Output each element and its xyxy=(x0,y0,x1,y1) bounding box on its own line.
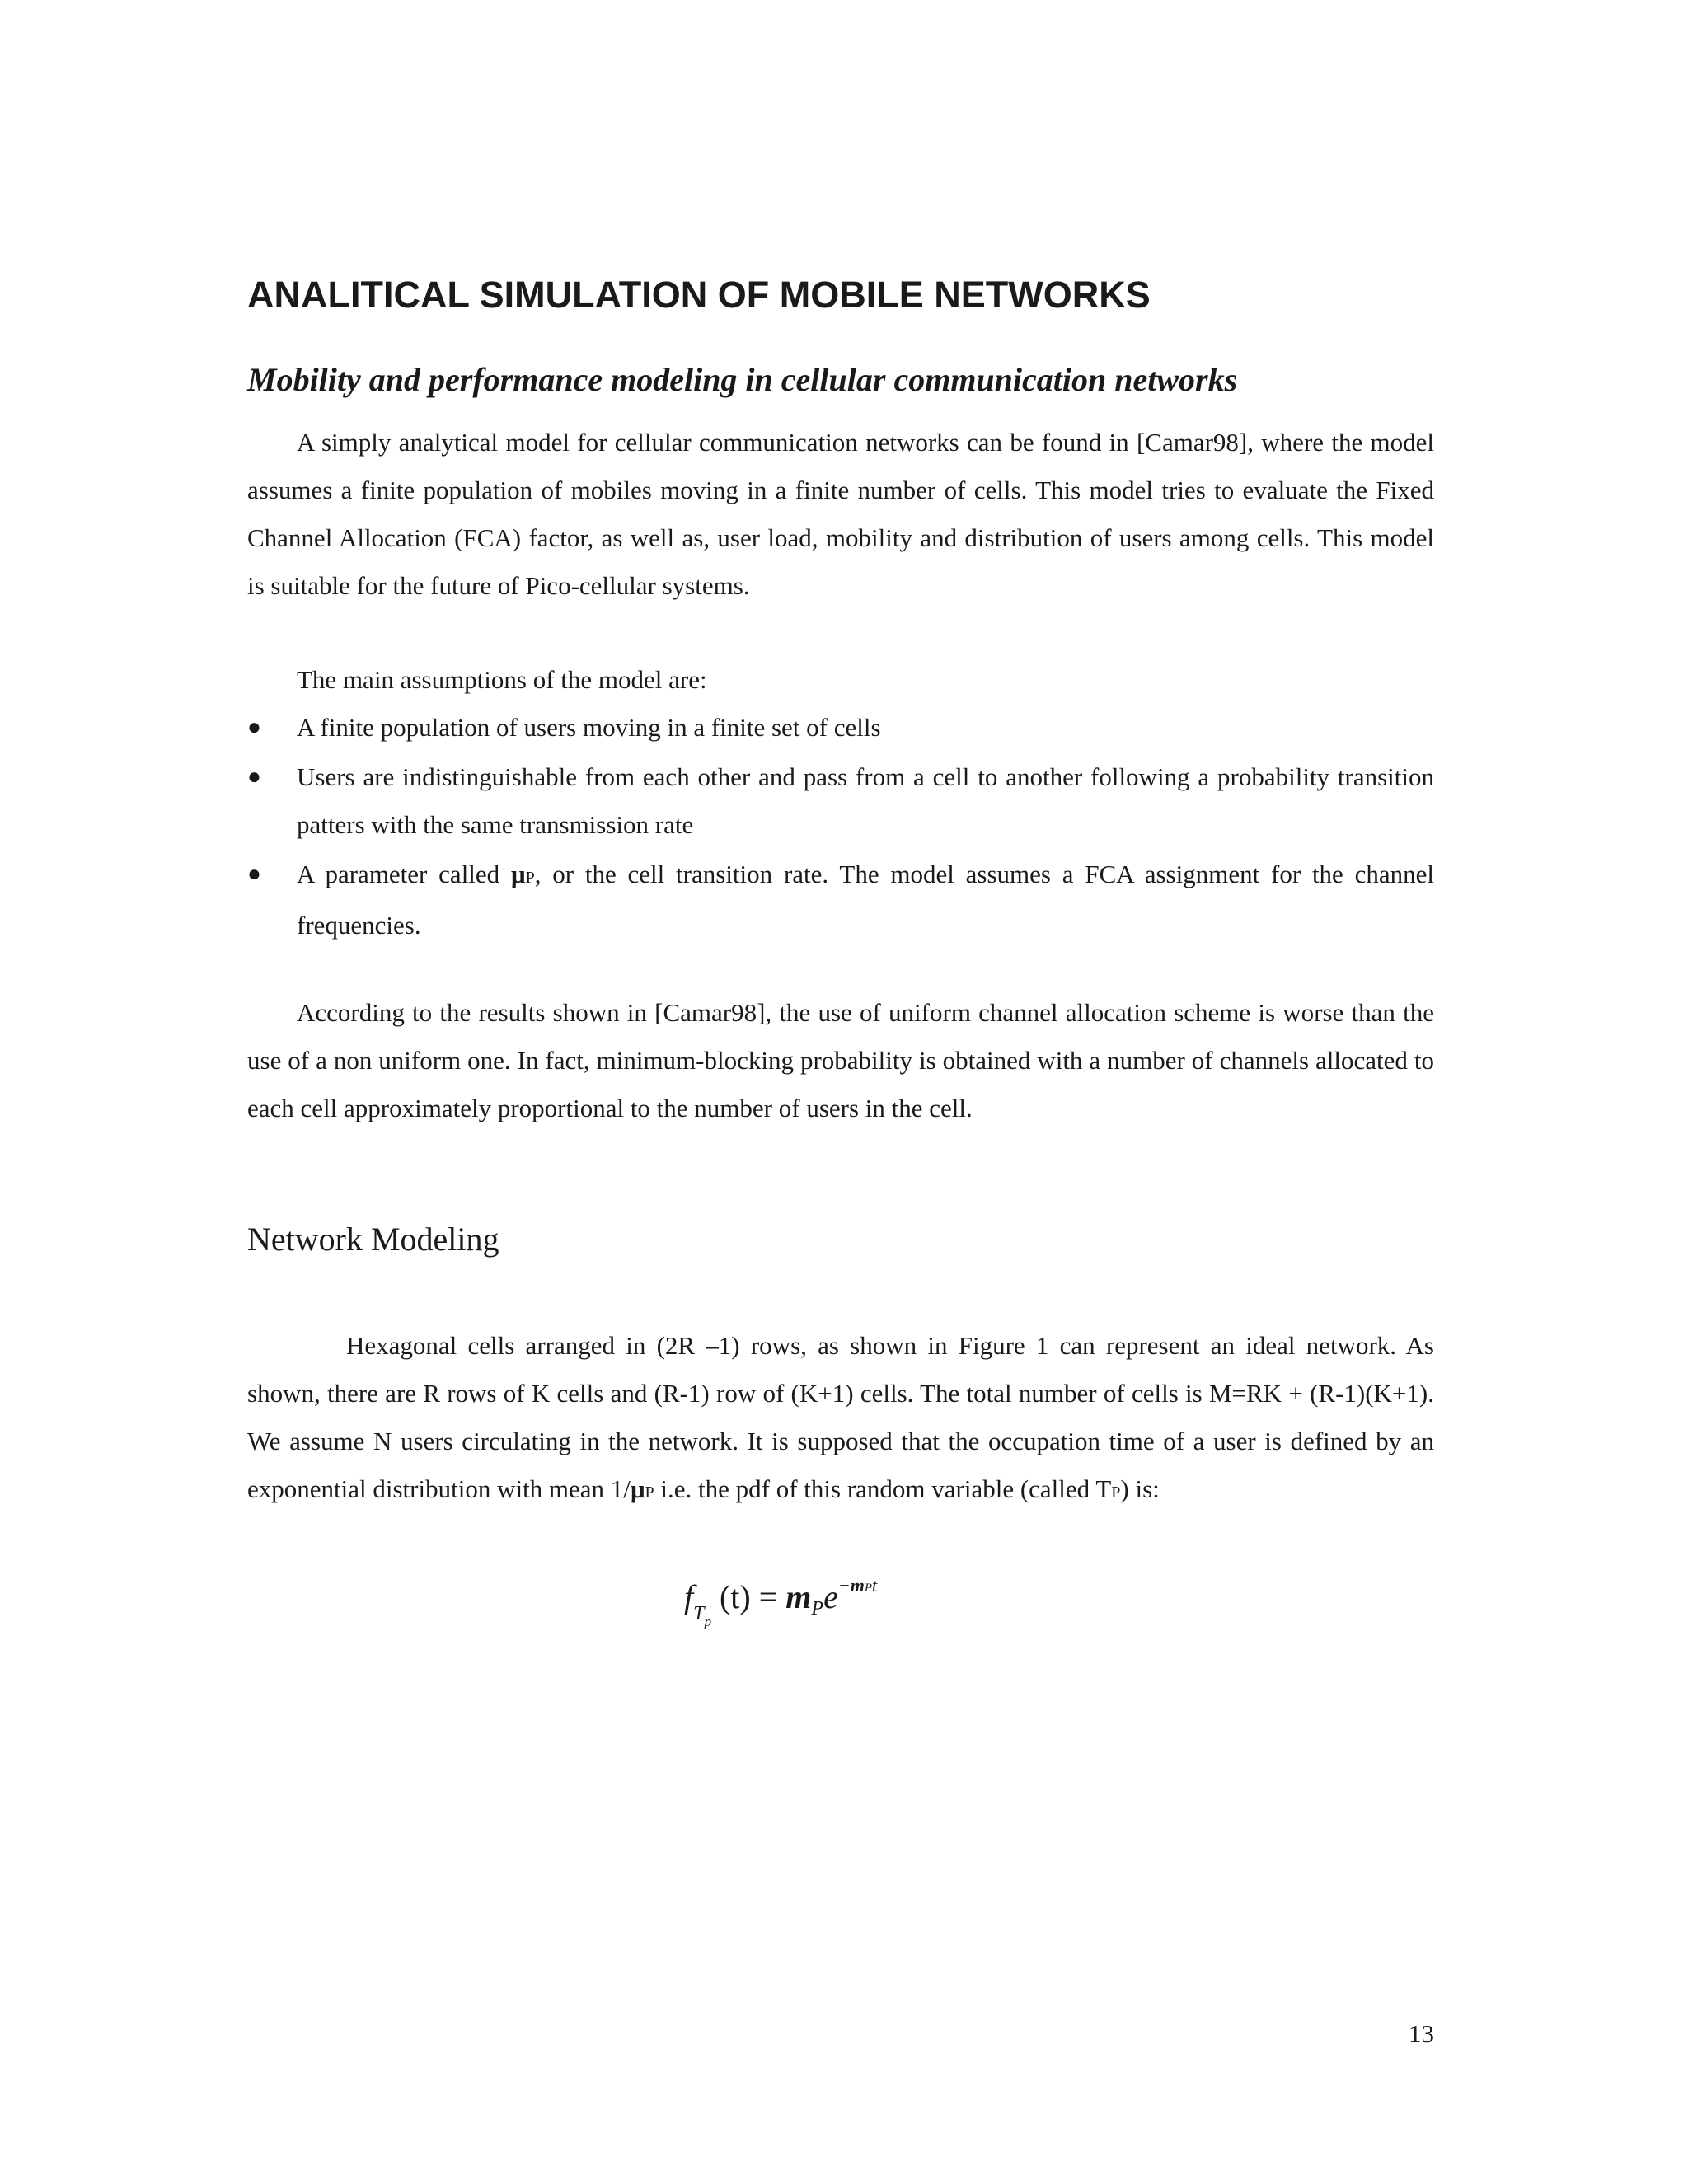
bullet-text: A finite population of users moving in a finite set of cells xyxy=(297,713,881,742)
bullet-icon: ● xyxy=(247,764,261,790)
page-title: ANALITICAL SIMULATION OF MOBILE NETWORKS xyxy=(247,274,1151,316)
eq-exp-t: t xyxy=(872,1575,878,1596)
network-text-1: Hexagonal cells arranged in (2R –1) rows, as shown in Figure 1 can represent an ideal network. As shown, there are R rows of K cells and (R-1) row of (K+1) cells. The total number of cells is M=RK + (R-1)(K+1). We assume N users circulating in the network. It is supposed that the occupation time of a user is defined by an exponential distribution with mean 1/ xyxy=(247,1331,1434,1503)
list-item xyxy=(247,851,1434,949)
eq-T: T xyxy=(693,1603,705,1624)
eq-P: P xyxy=(811,1598,824,1619)
eq-exp-P: P xyxy=(864,1582,873,1595)
pdf-equation xyxy=(684,1572,877,1629)
eq-m: m xyxy=(785,1578,812,1615)
t-subscript: P xyxy=(1111,1483,1121,1502)
mu-subscript: P xyxy=(645,1483,654,1502)
mu-symbol: μ xyxy=(630,1474,645,1503)
eq-exp-m: m xyxy=(850,1575,865,1596)
network-paragraph xyxy=(247,1322,1434,1516)
mu-subscript: P xyxy=(525,869,535,887)
eq-p: p xyxy=(704,1614,711,1629)
bullet-text-suffix: , or the cell transition rate. The model assumes a FCA assignment for the channel frequencies. xyxy=(297,860,1435,940)
page-number: 13 xyxy=(1409,2019,1434,2048)
eq-exponent xyxy=(838,1575,877,1596)
eq-e: e xyxy=(823,1578,838,1615)
assumptions-intro: The main assumptions of the model are: xyxy=(297,665,707,694)
bullet-icon: ● xyxy=(247,715,261,740)
intro-paragraph: A simply analytical model for cellular communication networks can be found in [Camar98], where the model assumes a finite population of mobiles moving in a finite number of cells. This model tries to evaluate the Fixed Channel Allocation (FCA) factor, as well as, user load, mobility and distribution of users among cells. This model is suitable for the future of Pico-cellular systems. xyxy=(247,428,1434,600)
bullet-text-prefix: A parameter called xyxy=(297,860,511,888)
mu-symbol: μ xyxy=(510,860,526,888)
eq-argument: (t) = xyxy=(710,1578,786,1615)
assumptions-list xyxy=(247,704,1434,949)
page-subtitle: Mobility and performance modeling in cellular communication networks xyxy=(247,361,1238,398)
bullet-icon: ● xyxy=(247,861,261,887)
list-item xyxy=(247,753,1434,849)
bullet-text: Users are indistinguishable from each other and pass from a cell to another following a probability transition patters with the same transmission rate xyxy=(297,762,1434,839)
section-heading: Network Modeling xyxy=(247,1221,499,1258)
network-text-2: i.e. the pdf of this random variable (called T xyxy=(654,1474,1112,1503)
eq-f: f xyxy=(684,1578,694,1615)
results-paragraph: According to the results shown in [Camar98], the use of uniform channel allocation scheme is worse than the use of a non uniform one. In fact, minimum-blocking probability is obtained with a number of channels allocated to each cell approximately proportional to the number of users in the cell. xyxy=(247,998,1434,1122)
eq-T-subscript xyxy=(693,1603,711,1629)
list-item xyxy=(247,704,1434,752)
eq-minus: − xyxy=(837,1575,851,1596)
network-text-3: ) is: xyxy=(1120,1474,1160,1503)
